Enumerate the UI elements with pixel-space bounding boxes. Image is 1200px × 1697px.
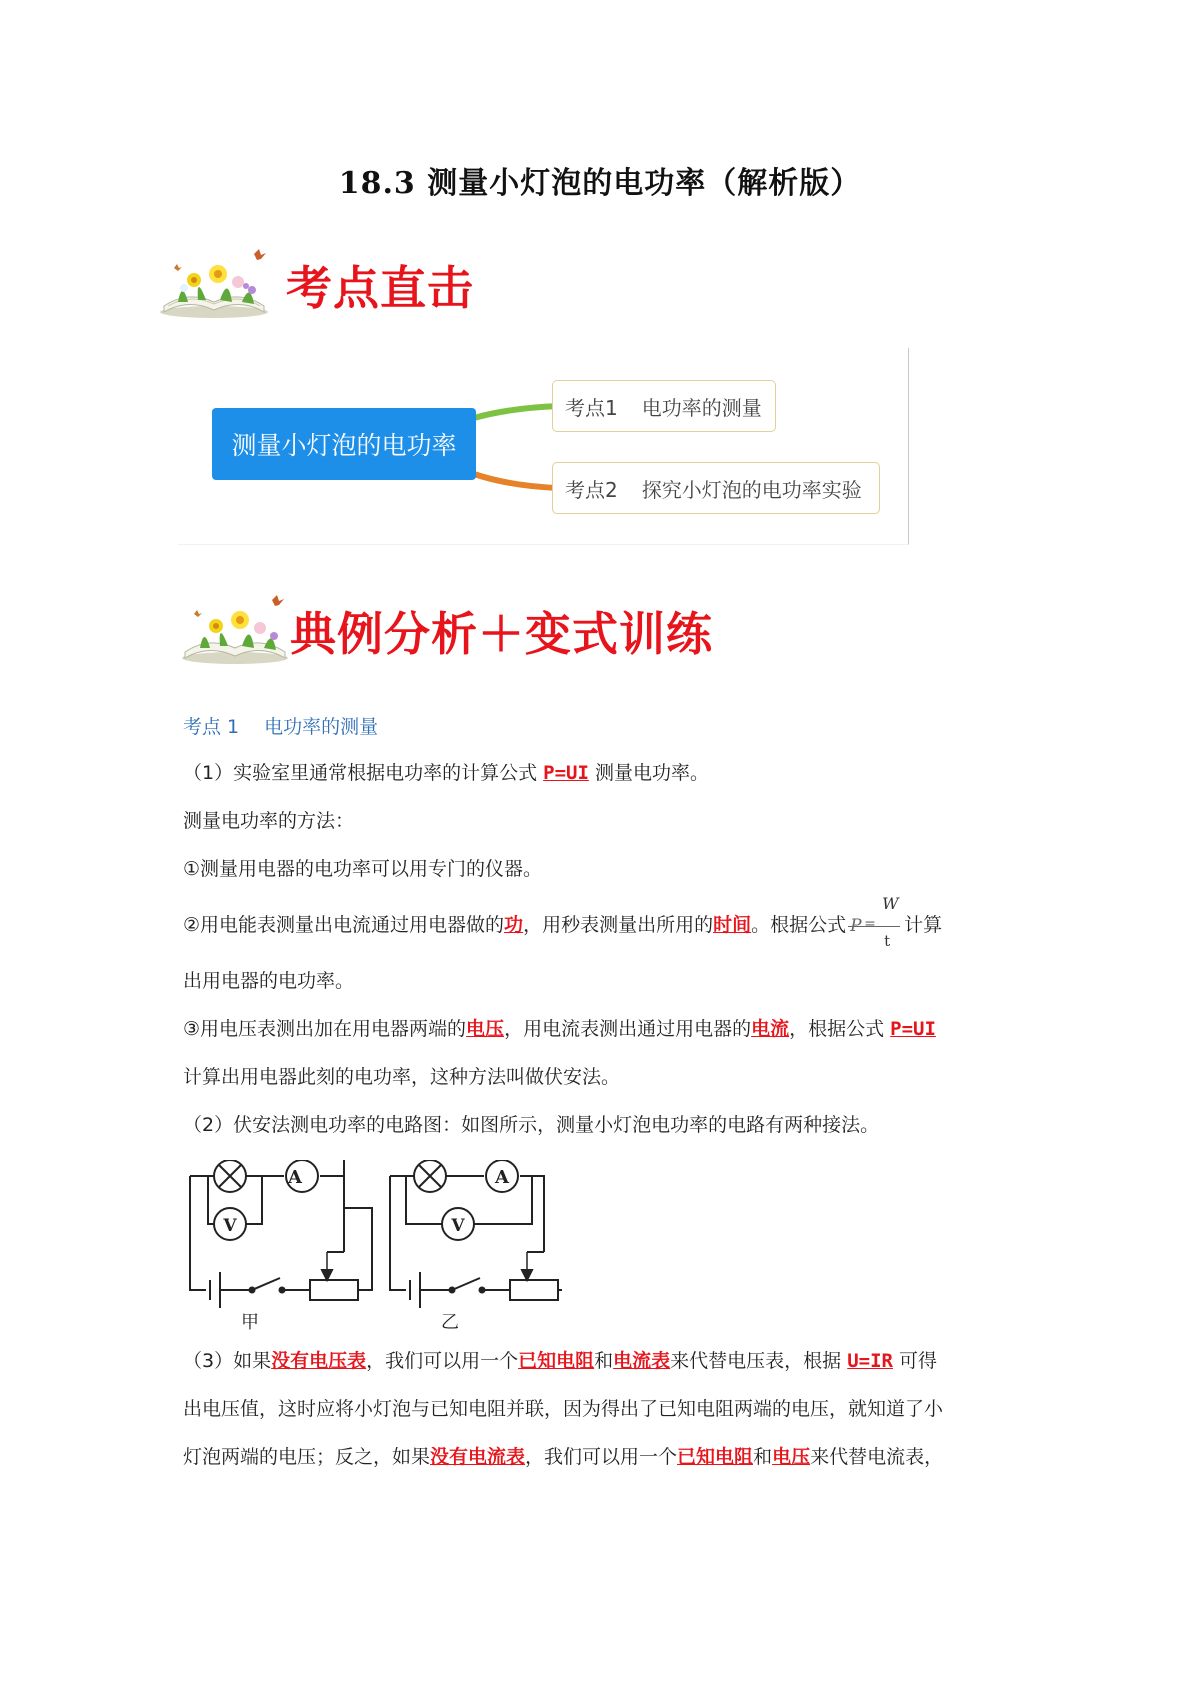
mindmap-node-tag: 考点1 [565,395,618,420]
circuit-label-jia: 甲 [241,1312,259,1330]
voltmeter-label: V [451,1216,465,1236]
paragraph-8: （2）伏安法测电功率的电路图：如图所示，测量小灯泡电功率的电路有两种接法。 [183,1114,880,1136]
ammeter-label: A [495,1167,509,1188]
text-span: 灯泡两端的电压；反之，如果 [183,1446,431,1468]
formula-eq: = [864,915,876,932]
keyword-ammeter: 电流表 [613,1350,671,1372]
formula-p-w-over-t [846,893,904,950]
text-span: 可得 [899,1350,938,1372]
text-span: ，用秒表测量出所用的 [523,914,714,936]
paragraph-6 [183,1014,936,1041]
mindmap-node-text: 电功率的测量 [641,395,762,420]
text-span: ，根据公式 [789,1018,885,1040]
keyword-known-resistor: 已知电阻 [518,1350,595,1372]
paragraph-9 [183,1346,937,1373]
strike-line [848,926,900,927]
text-span: 和 [753,1446,773,1468]
paragraph-11 [183,1442,943,1469]
keyword-known-resistor: 已知电阻 [677,1446,754,1468]
paragraph-5: 出用电器的电功率。 [183,970,355,992]
paragraph-4 [183,893,943,950]
text-span: （1）实验室里通常根据电功率的计算公式 [183,762,538,784]
paragraph-7: 计算出用电器此刻的电功率，这种方法叫做伏安法。 [183,1066,621,1088]
keyword-voltage: 电压 [772,1446,811,1468]
text-span: 。根据公式 [751,914,847,936]
voltmeter-label: V [223,1216,237,1236]
mindmap-node-tag: 考点2 [565,477,618,502]
keyword-current: 电流 [751,1018,790,1040]
mindmap-connectors [470,390,560,500]
formula-t: t [884,931,891,950]
text-span: （3）如果 [183,1350,272,1372]
mindmap-root: 测量小灯泡的电功率 [212,408,476,480]
circuit-diagrams [182,1160,562,1330]
keyword-voltage: 电压 [466,1018,505,1040]
paragraph-10: 出电压值，这时应将小灯泡与已知电阻并联，因为得出了已知电阻两端的电压，就知道了小 [183,1398,944,1420]
section-heading: 考点 1 电功率的测量 [183,716,379,738]
circuit-yi [390,1160,562,1308]
mindmap-node-1 [552,380,776,432]
formula-pui: P=UI [890,1018,936,1040]
paragraph-3: ①测量用电器的电功率可以用专门的仪器。 [183,858,543,880]
book-flower-icon [180,594,290,666]
mindmap-node-text: 探究小灯泡的电功率实验 [641,477,862,502]
paragraph-2: 测量电功率的方法： [183,810,355,832]
formula-pui: P=UI [543,762,589,784]
text-span: 来代替电压表，根据 [670,1350,842,1372]
text-span: 和 [594,1350,614,1372]
mindmap-node-2 [552,462,880,514]
text-span: 来代替电流表， [810,1446,944,1468]
banner-key-points: 考点直击 [286,261,474,315]
document-title: 18.3 测量小灯泡的电功率（解析版） [338,166,862,201]
circuit-label-yi: 乙 [441,1312,459,1330]
paragraph-1 [183,758,709,785]
text-span: ③用电压表测出加在用电器两端的 [183,1018,467,1040]
formula-uir: U=IR [847,1350,893,1372]
text-span: ，我们可以用一个 [366,1350,519,1372]
ammeter-label: A [288,1167,302,1188]
keyword-work: 功 [504,914,524,936]
text-span: ，我们可以用一个 [525,1446,678,1468]
keyword-time: 时间 [713,914,752,936]
text-span: ，用电流表测出通过用电器的 [504,1018,752,1040]
formula-w: W [882,893,899,913]
text-span: 计算 [904,914,943,936]
banner-examples: 典例分析＋变式训练 [290,607,713,661]
text-span: ②用电能表测量出电流通过用电器做的 [183,914,505,936]
text-span: 测量电功率。 [594,762,709,784]
circuit-jia [190,1160,372,1308]
keyword-no-voltmeter: 没有电压表 [271,1350,367,1372]
book-flower-icon [158,246,270,320]
formula-p: P [850,915,862,936]
keyword-no-ammeter: 没有电流表 [430,1446,526,1468]
